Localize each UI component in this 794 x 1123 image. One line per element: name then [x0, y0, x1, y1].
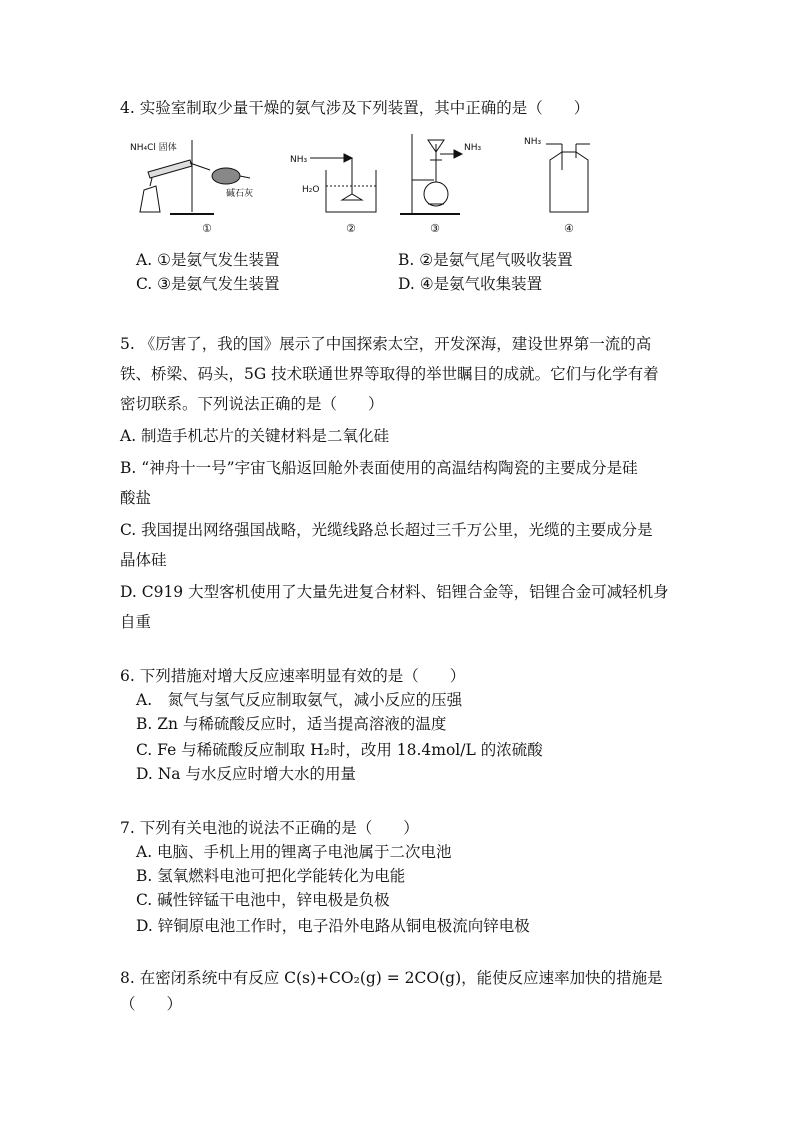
- question-7-title: 7. 下列有关电池的说法不正确的是（ ）: [120, 819, 419, 837]
- q7-option-b: B. 氢氧燃料电池可把化学能转化为电能: [136, 867, 406, 885]
- label-nh3-2: NH₃: [290, 155, 308, 165]
- figure-number-1: ①: [202, 222, 212, 235]
- q4-option-c: C. ③是氨气发生装置: [136, 275, 280, 293]
- figure-number-4: ④: [564, 222, 574, 235]
- question-8-title-cont: （ ）: [120, 995, 183, 1013]
- q6-option-c: C. Fe 与稀硫酸反应制取 H₂时，改用 18.4mol/L 的浓硫酸: [136, 741, 543, 759]
- q5-option-c: C. 我国提出网络强国战略，光缆线路总长超过三千万公里，光缆的主要成分是: [120, 521, 653, 539]
- q5-option-b: B. “神舟十一号”宇宙飞船返回舱外表面使用的高温结构陶瓷的主要成分是硅: [120, 459, 638, 477]
- q5-option-c-cont: 晶体硅: [120, 551, 167, 569]
- question-4-title: 4. 实验室制取少量干燥的氨气涉及下列装置，其中正确的是（ ）: [120, 99, 590, 117]
- q5-option-d: D. C919 大型客机使用了大量先进复合材料、铝锂合金等，铝锂合金可减轻机身: [120, 583, 669, 601]
- label-soda-lime: 碱石灰: [226, 189, 254, 199]
- q7-option-a: A. 电脑、手机上用的锂离子电池属于二次电池: [136, 843, 452, 861]
- q5-line-2: 铁、桥梁、码头，5G 技术联通世界等取得的举世瞩目的成就。它们与化学有着: [120, 365, 659, 383]
- q5-line-3: 密切联系。下列说法正确的是（ ）: [120, 395, 384, 413]
- apparatus-diagram: [130, 130, 610, 240]
- label-h2o: H₂O: [302, 185, 320, 195]
- q4-option-b: B. ②是氨气尾气吸收装置: [398, 251, 573, 269]
- label-nh3-3: NH₃: [464, 143, 482, 153]
- q6-option-b: B. Zn 与稀硫酸反应时，适当提高溶液的温度: [136, 715, 447, 733]
- q5-option-a: A. 制造手机芯片的关键材料是二氧化硅: [120, 427, 390, 445]
- q6-option-d: D. Na 与水反应时增大水的用量: [136, 765, 356, 783]
- q5-option-d-cont: 自重: [120, 613, 152, 631]
- apparatus-2: [290, 154, 376, 212]
- figure-number-2: ②: [346, 222, 356, 235]
- apparatus-figure: [130, 130, 610, 240]
- figure-number-3: ③: [430, 222, 440, 235]
- label-nh4cl: NH₄Cl 固体: [130, 143, 177, 153]
- q7-option-c: C. 碱性锌锰干电池中，锌电极是负极: [136, 891, 390, 909]
- q6-option-a: A. 氮气与氢气反应制取氨气，减小反应的压强: [136, 691, 463, 709]
- q4-option-a: A. ①是氨气发生装置: [136, 251, 280, 269]
- q4-option-d: D. ④是氨气收集装置: [398, 275, 543, 293]
- q5-option-b-cont: 酸盐: [120, 489, 152, 507]
- apparatus-4: [546, 144, 590, 212]
- question-6-title: 6. 下列措施对增大反应速率明显有效的是（ ）: [120, 667, 466, 685]
- apparatus-3: [400, 134, 462, 214]
- question-8-title: 8. 在密闭系统中有反应 C(s)+CO₂(g) = 2CO(g)，能使反应速率加快的措施是: [120, 969, 663, 987]
- q7-option-d: D. 锌铜原电池工作时，电子沿外电路从铜电极流向锌电极: [136, 917, 530, 935]
- q5-line-1: 5. 《厉害了，我的国》展示了中国探索太空，开发深海，建设世界第一流的高: [120, 335, 652, 353]
- label-nh3-4: NH₃: [524, 137, 542, 147]
